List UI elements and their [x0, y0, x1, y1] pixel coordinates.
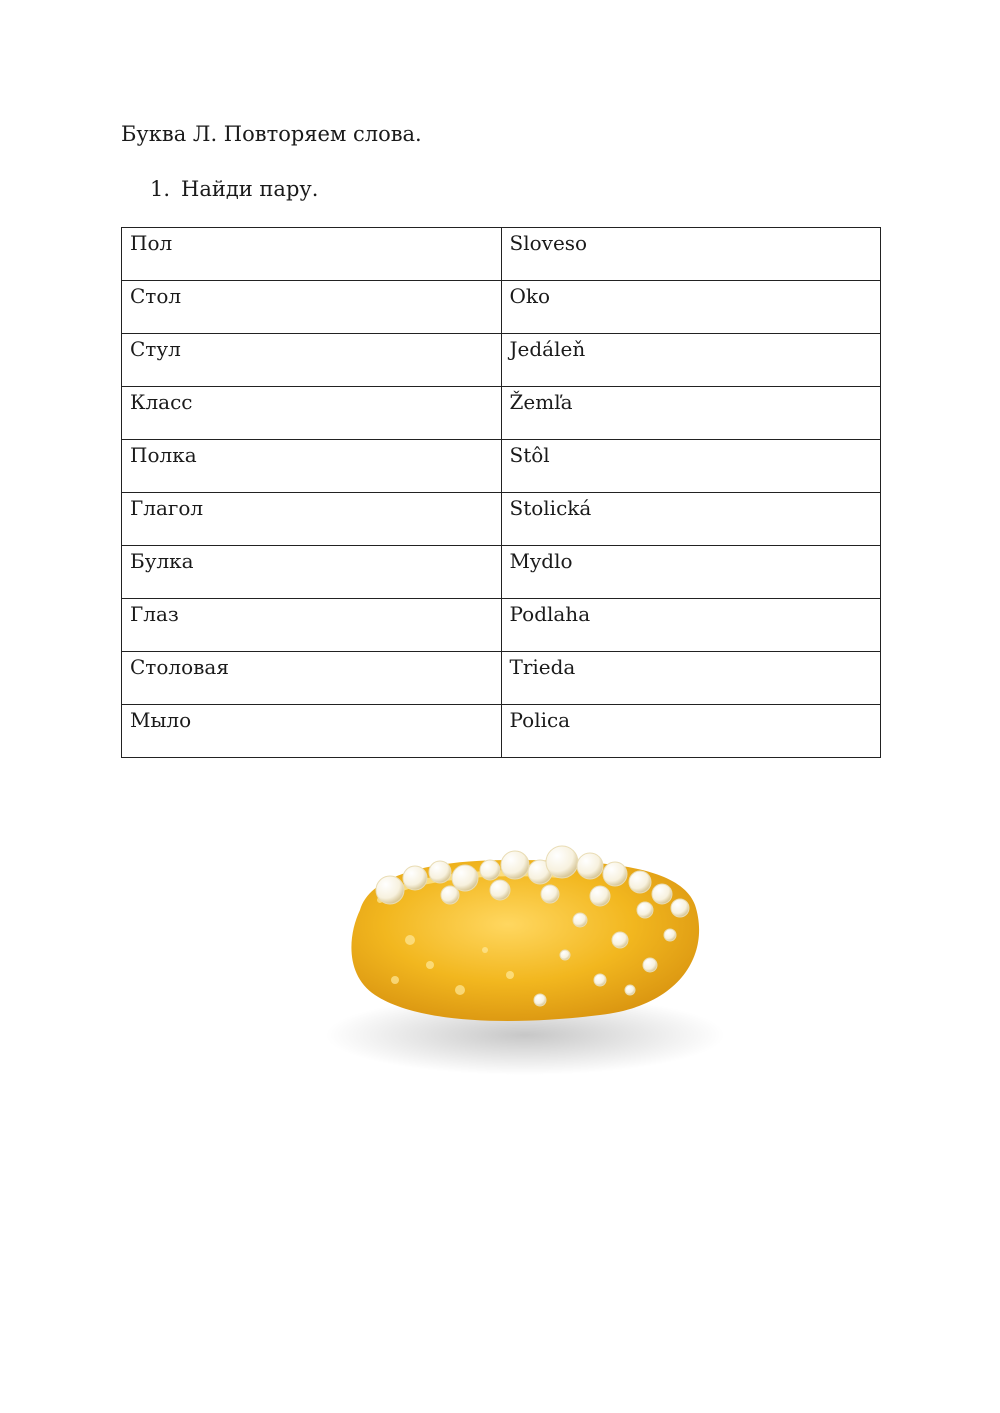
slovak-word-cell: Podlaha: [501, 599, 881, 652]
slovak-word-cell: Stôl: [501, 440, 881, 493]
slovak-word-cell: Mydlo: [501, 546, 881, 599]
russian-word-cell: Мыло: [122, 705, 502, 758]
slovak-word-cell: Stolická: [501, 493, 881, 546]
russian-word-cell: Глаз: [122, 599, 502, 652]
soap-illustration: [300, 790, 740, 1090]
slovak-word-cell: Sloveso: [501, 228, 881, 281]
soap-bar-image: [300, 790, 740, 1090]
task-instruction: [150, 175, 318, 203]
task-number: 1.: [150, 177, 171, 201]
russian-word-cell: Класс: [122, 387, 502, 440]
worksheet-title: Буква Л. Повторяем слова.: [121, 122, 422, 146]
slovak-word-cell: Jedáleň: [501, 334, 881, 387]
table-row: [122, 281, 881, 334]
russian-word-cell: Полка: [122, 440, 502, 493]
russian-word-cell: Пол: [122, 228, 502, 281]
table-row: [122, 546, 881, 599]
word-pairs-table: [121, 227, 881, 758]
russian-word-cell: Столовая: [122, 652, 502, 705]
slovak-word-cell: Oko: [501, 281, 881, 334]
russian-word-cell: Глагол: [122, 493, 502, 546]
russian-word-cell: Стул: [122, 334, 502, 387]
slovak-word-cell: Trieda: [501, 652, 881, 705]
slovak-word-cell: Žemľa: [501, 387, 881, 440]
table-row: [122, 652, 881, 705]
table-row: [122, 334, 881, 387]
table-row: [122, 228, 881, 281]
table-row: [122, 599, 881, 652]
russian-word-cell: Булка: [122, 546, 502, 599]
slovak-word-cell: Polica: [501, 705, 881, 758]
table-row: [122, 705, 881, 758]
russian-word-cell: Стол: [122, 281, 502, 334]
table-row: [122, 440, 881, 493]
table-row: [122, 493, 881, 546]
table-row: [122, 387, 881, 440]
task-text: Найди пару.: [181, 177, 319, 201]
